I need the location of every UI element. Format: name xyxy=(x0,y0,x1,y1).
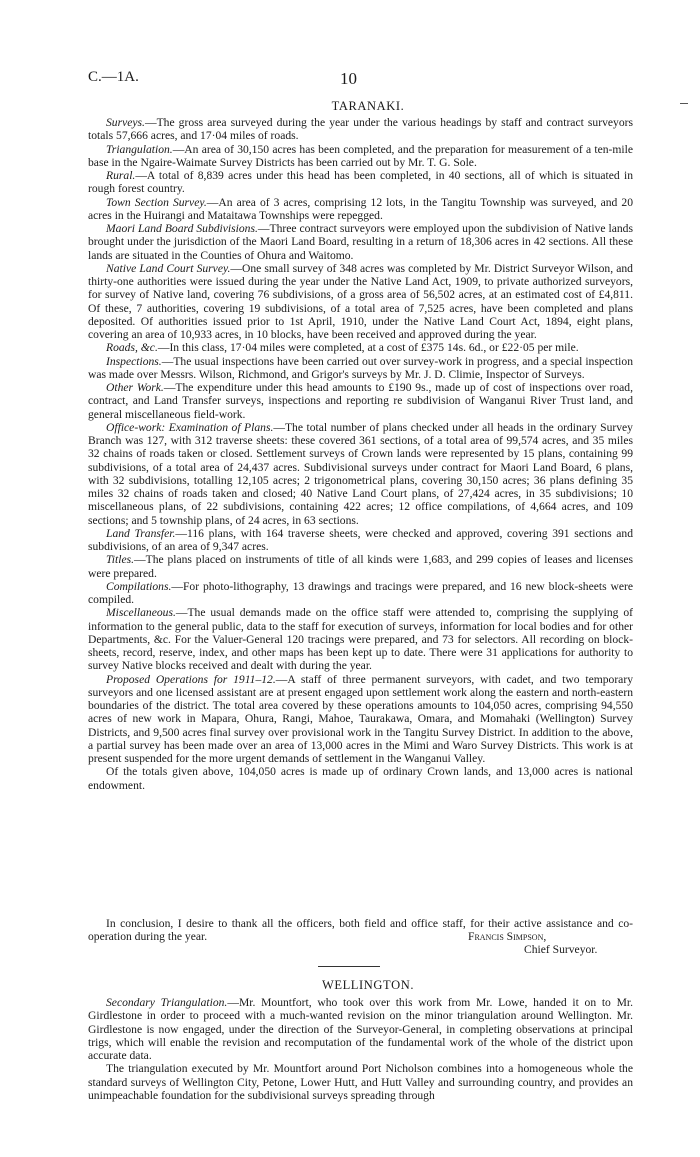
paragraph: Titles.—The plans placed on instruments of title of all kinds were 1,683, and 299 copies of leases and licenses were prepared. xyxy=(88,553,633,580)
taranaki-body xyxy=(88,116,633,792)
paragraph: Rural.—A total of 8,839 acres under this head has been completed, in 40 sections, all of which is situated in rough forest country. xyxy=(88,169,633,196)
paragraph: Land Transfer.—116 plans, with 164 traverse sheets, were checked and approved, covering 391 sections and subdivisions, of an area of 9,347 acres. xyxy=(88,526,633,553)
wellington-body xyxy=(88,996,633,1102)
paragraph: Secondary Triangulation.—Mr. Mountfort, who took over this work from Mr. Lowe, handed it on to Mr. Girdlestone in order to proceed with a much-wanted revision on the minor triangulation around Wellington. Mr. Girdlestone is now engaged, under the direction of the Surveyor-General, in completing observations at principal trigs, which will enable the revision and recomputation of the fundamental work of the whole of the district upon accurate data. xyxy=(88,996,634,1062)
paragraph: The triangulation executed by Mr. Mountfort around Port Nicholson combines into a homogeneous whole the standard surveys of Wellington City, Petone, Lower Hutt, and Hutt Valley and surrounding country, and provides an unimpeachable foundation for the subdivisional surveys spreading through xyxy=(88,1062,633,1102)
section-divider xyxy=(318,966,380,967)
paragraph: Compilations.—For photo-lithography, 13 drawings and tracings were prepared, and 16 new block-sheets were compiled. xyxy=(88,579,633,606)
closing-text: In conclusion, I desire to thank all the officers, both field and office staff, for their active assistance and co-operation during the year. xyxy=(88,917,633,944)
section-title-wellington: WELLINGTON. xyxy=(321,978,415,992)
paragraph: Office-work: Examination of Plans.—The total number of plans checked under all heads in the ordinary Survey Branch was 127, with 312 traverse sheets: these covered 361 sections, of a total area of 99,574 acres, and 35 miles 32 chains of roads taken or closed. Settlement surveys of Crown lands were represented by 15 plans, containing 99 subdivisions, of a total area of 24,437 acres. Subdivisional surveys under contract for Maori Land Board, 6 plans, with 32 subdivisions, totalling 12,105 acres; 2 trigonometrical plans, covering 30,150 acres; 36 plans defining 35 miles 32 chains of roads taken and closed; 40 Native Land Court plans, of 27,424 acres, in 35 subdivisions; 10 miscellaneous plans, of 22 subdivisions, containing 422 acres; 12 office compilations, of 4,664 acres, and 109 sections; and 5 township plans, of 24 acres, in 63 sections. xyxy=(88,420,633,527)
paragraph: Proposed Operations for 1911–12.—A staff of three permanent surveyors, with cadet, and two temporary surveyors and one licensed assistant are at present engaged upon settlement work along the eastern and north-eastern boundaries of the district. The total area covered by these operations amounts to 104,050 acres, comprising 94,550 acres of new work in Mapara, Ohura, Rangi, Mahoe, Taurakawa, Omara, and Momahaki (Wellington) Survey Districts, and 9,500 acres final survey over provisional work in the Tangitu Survey District. In addition to the above, a partial survey has been made over an area of 13,000 acres in the Mimi and Waro Survey Districts. This work is at present suspended for the more urgent demands of settlement in the Wanganui Valley. xyxy=(88,672,633,765)
paragraph: Inspections.—The usual inspections have been carried out over survey-work in progress, and a special inspection was made over Messrs. Wilson, Richmond, and Grigor's surveys by Mr. J. D. Climie, Inspector of Surveys. xyxy=(88,354,633,381)
paragraph: Of the totals given above, 104,050 acres is made up of ordinary Crown lands, and 13,000 acres is national endowment. xyxy=(88,765,633,792)
paragraph: Native Land Court Survey.—One small survey of 348 acres was completed by Mr. District Surveyor Wilson, and thirty-one authorities were issued during the year under the Native Land Act, 1909, to private authorized surveyors, for survey of Native land, covering 76 subdivisions, of a gross area of 56,502 acres, at an estimated cost of £4,811. Of these, 7 authorities, covering 19 subdivisions, of a total area of 7,525 acres, have been completed and plans deposited. Of authorities issued prior to 1st April, 1910, under the Native Land Court Act, 1894, eight plans, covering an area of 10,933 acres, in 10 blocks, have been received and approved during the year. xyxy=(88,261,633,341)
paragraph: Roads, &c.—In this class, 17·04 miles were completed, at a cost of £375 14s. 6d., or £22·05 per mile. xyxy=(106,341,579,355)
paragraph: Miscellaneous.—The usual demands made on the office staff were attended to, comprising the supplying of information to the general public, data to the staff for execution of surveys, information for local bodies and for other Departments, &c. For the Valuer-General 120 tracings were prepared, and 73 for selectors. All recording on block-sheets, record, reserve, index, and other maps has been kept up to date. There were 31 applications for authority to survey Native blocks received and dealt with during the year. xyxy=(88,606,633,673)
paragraph: Other Work.—The expenditure under this head amounts to £190 9s., made up of cost of inspections over road, contract, and Land Transfer surveys, inspections and reporting re subdivision of Wanganui River Trust land, and general miscellaneous field-work. xyxy=(88,381,633,421)
page-number: 10 xyxy=(340,69,357,88)
signatory-name: Francis Simpson, xyxy=(468,930,547,943)
paragraph: Triangulation.—An area of 30,150 acres has been completed, and the preparation for measurement of a ten-mile base in the Ngaire-Waimate Survey Districts has been carried out by Mr. T. G. Sole. xyxy=(88,142,633,169)
margin-mark xyxy=(680,103,688,104)
paragraph: Surveys.—The gross area surveyed during the year under the various headings by staff and contract surveyors totals 57,666 acres, and 17·04 miles of roads. xyxy=(88,116,633,143)
paragraph: Town Section Survey.—An area of 3 acres, comprising 12 lots, in the Tangitu Township was surveyed, and 20 acres in the Huirangi and Mataitawa Townships were repegged. xyxy=(88,195,633,222)
report-reference: C.—1A. xyxy=(88,69,139,85)
paragraph: Maori Land Board Subdivisions.—Three contract surveyors were employed upon the subdivision of Native lands brought under the jurisdiction of the Maori Land Board, resulting in a return of 18,306 acres in 42 sections. All these lands are situated in the Counties of Ohura and Waitomo. xyxy=(88,222,633,262)
signature-block xyxy=(88,930,633,960)
section-title-taranaki: TARANAKI. xyxy=(331,99,405,113)
signatory-title: Chief Surveyor. xyxy=(524,943,598,957)
